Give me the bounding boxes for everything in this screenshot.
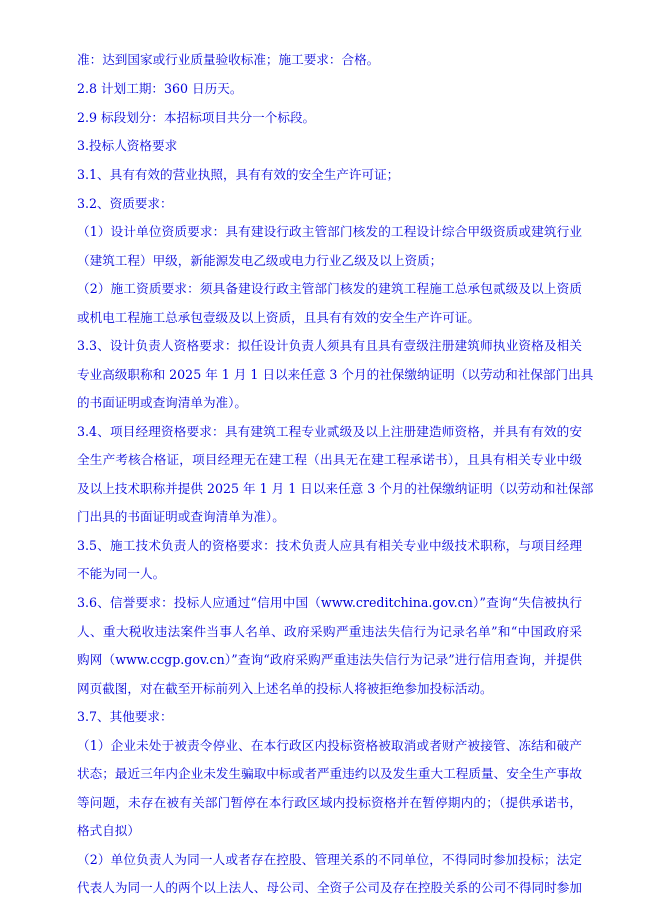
section-heading: 3.投标人资格要求	[77, 138, 178, 153]
text-line: 购网（www.ccgp.gov.cn）”查询“政府采购严重违法失信行为记录”进行信用查询，并提供	[77, 652, 582, 667]
text-line: 3.5、施工技术负责人的资格要求：技术负责人应具有相关专业中级技术职称，与项目经理	[77, 538, 582, 553]
text-line: 全生产考核合格证，项目经理无在建工程（出具无在建工程承诺书），且具有相关专业中级	[77, 452, 582, 467]
text-line: 准：达到国家或行业质量验收标准；施工要求：合格。	[77, 52, 380, 67]
text-line: 代表人为同一人的两个以上法人、母公司、全资子公司及存在控股关系的公司不得同时参加	[77, 880, 582, 895]
text-line: （1）设计单位资质要求：具有建设行政主管部门核发的工程设计综合甲级资质或建筑行业	[77, 224, 582, 239]
text-line: 3.6、信誉要求：投标人应通过“信用中国（www.creditchina.gov.cn）”查询“失信被执行	[77, 595, 582, 610]
text-line: 3.3、设计负责人资格要求：拟任设计负责人须具有且具有壹级注册建筑师执业资格及相关	[77, 338, 582, 353]
text-line: 的书面证明或查询清单为准）。	[77, 395, 248, 410]
text-line: 专业高级职称和 2025 年 1 月 1 日以来任意 3 个月的社保缴纳证明（以劳动和社保部门出具	[77, 367, 594, 382]
text-line: 状态；最近三年内企业未发生骗取中标或者严重违约以及发生重大工程质量、安全生产事故	[77, 766, 582, 781]
text-line: 2.9 标段划分：本招标项目共分一个标段。	[77, 110, 316, 125]
text-line: 2.8 计划工期：360 日历天。	[77, 81, 243, 96]
text-line: 3.1、具有有效的营业执照，具有有效的安全生产许可证；	[77, 167, 400, 182]
text-line: （2）单位负责人为同一人或者存在控股、管理关系的不同单位，不得同时参加投标；法定	[77, 852, 582, 867]
text-line: 3.2、资质要求：	[77, 196, 173, 211]
text-line: （2）施工资质要求：须具备建设行政主管部门核发的建筑工程施工总承包贰级及以上资质	[77, 281, 582, 296]
text-line: 不能为同一人。	[77, 566, 166, 581]
text-line: 3.4、项目经理资格要求：具有建筑工程专业贰级及以上注册建造师资格，并具有有效的安	[77, 424, 582, 439]
text-line: 格式自拟）	[77, 823, 140, 838]
text-line: 或机电工程施工总承包壹级及以上资质，且具有有效的安全生产许可证。	[77, 310, 480, 325]
text-line: （建筑工程）甲级，新能源发电乙级或电力行业乙级及以上资质；	[77, 253, 443, 268]
text-line: （1）企业未处于被责令停业、在本行政区内投标资格被取消或者财产被接管、冻结和破产	[77, 738, 582, 753]
text-line: 等问题，未存在被有关部门暂停在本行政区域内投标资格并在暂停期内的；（提供承诺书，	[77, 795, 582, 810]
text-line: 及以上技术职称并提供 2025 年 1 月 1 日以来任意 3 个月的社保缴纳证明（以劳动和社保部	[77, 481, 594, 496]
text-line: 门出具的书面证明或查询清单为准）。	[77, 509, 285, 524]
text-line: 3.7、其他要求：	[77, 709, 173, 724]
text-line: 网页截图，对在截至开标前列入上述名单的投标人将被拒绝参加投标活动。	[77, 681, 493, 696]
text-line: 人、重大税收违法案件当事人名单、政府采购严重违法失信行为记录名单”和“中国政府采	[77, 624, 582, 639]
